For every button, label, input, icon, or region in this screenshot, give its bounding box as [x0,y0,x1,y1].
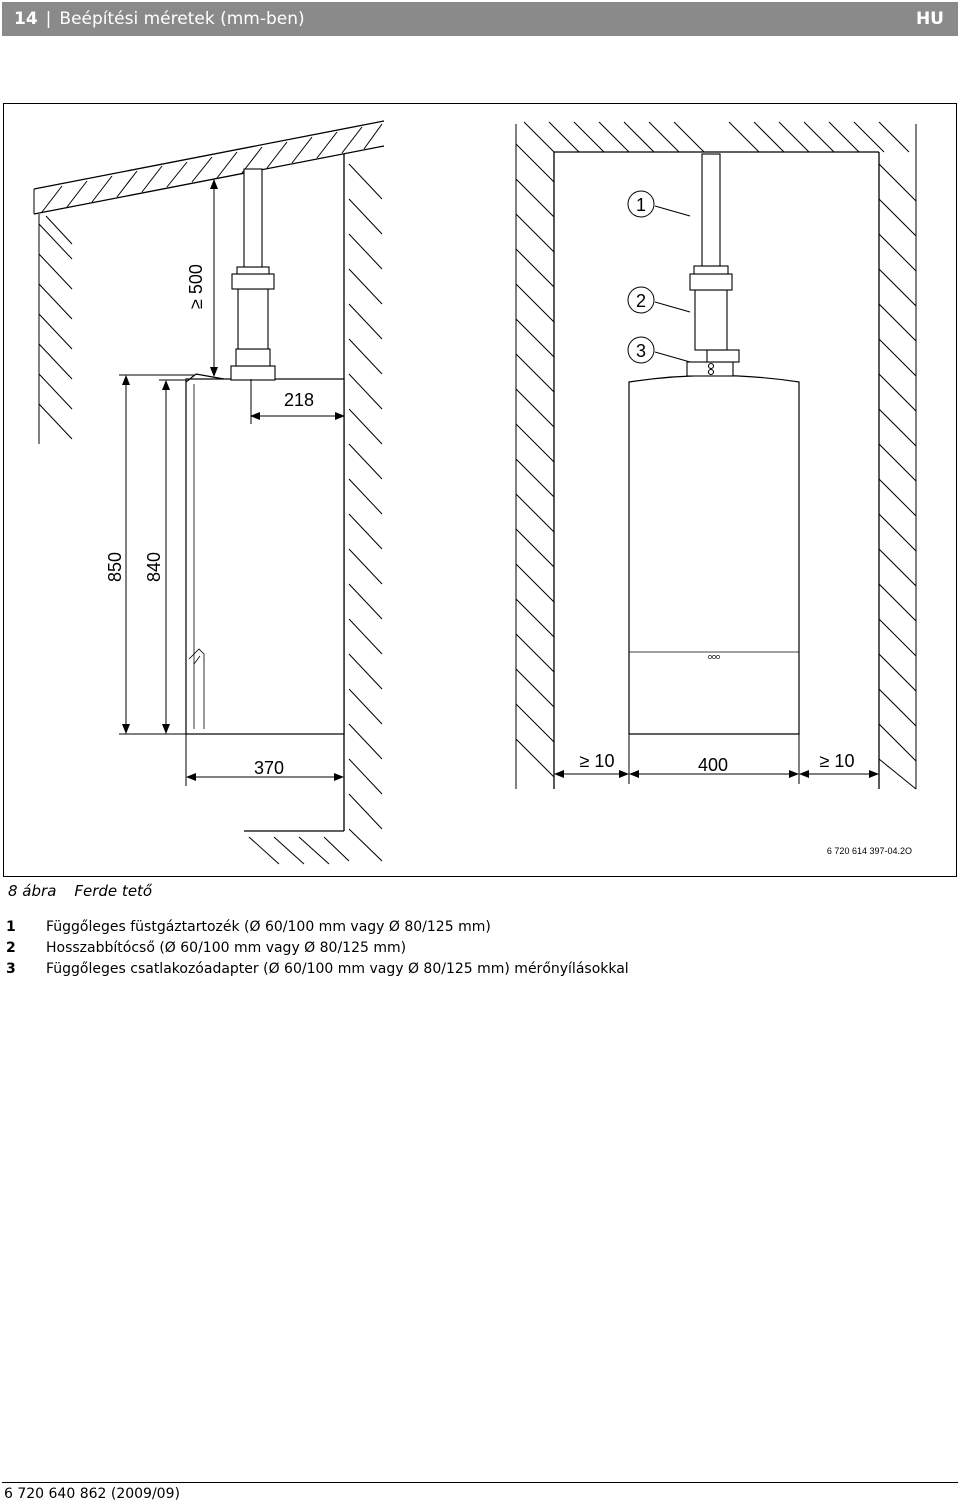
legend-text: Hosszabbítócső (Ø 60/100 mm vagy Ø 80/125 mm) [46,940,407,956]
drawing-code: 6 720 614 397-04.2O [826,846,912,856]
figure-number: 8 ábra [8,882,57,900]
page-header [2,2,958,36]
dim-height-inner-label: 840 [144,551,164,582]
left-wall-hatch [39,214,72,444]
figure-caption [8,882,152,900]
legend-text: Függőleges csatlakozóadapter (Ø 60/100 mm vagy Ø 80/125 mm) mérőnyílásokkal [46,961,629,977]
callout-1: 1 [635,195,647,215]
document-code: 6 720 640 862 (2009/09) [4,1486,180,1502]
front-left-wall-hatch [516,124,554,789]
dim-min-above-roof-label: ≥ 500 [186,264,206,309]
legend-item [6,938,629,959]
ceiling-hatch [524,122,909,152]
legend-number: 3 [6,961,16,977]
front-right-wall-hatch [879,124,916,789]
front-view [516,122,916,789]
callout-3: 3 [635,341,647,361]
page-number: 14 [14,9,38,29]
page-title: Beépítési méretek (mm-ben) [59,9,305,29]
flue-pipe-side [231,169,275,380]
boiler-front [629,376,799,735]
boiler-side [186,374,344,734]
legend-number: 2 [6,940,16,956]
dim-side-left-label: ≥ 10 [579,751,615,771]
legend-text: Függőleges füstgáztartozék (Ø 60/100 mm vagy Ø 80/125 mm) [46,919,491,935]
installation-drawing [4,104,958,878]
dim-width-label: 400 [697,755,729,775]
dim-pipe-offset-label: 218 [283,390,315,410]
dim-side-right-label: ≥ 10 [819,751,855,771]
callout-2: 2 [635,291,647,311]
legend-number: 1 [6,919,16,935]
figure-title: Ferde tető [74,882,153,900]
dim-depth-label: 370 [253,758,285,778]
figure-legend [6,917,629,980]
installation-figure [3,103,957,877]
header-separator: | [45,9,52,29]
sloped-roof-hatch [34,121,384,214]
dim-height-outer-label: 850 [105,551,125,582]
callouts [628,191,690,363]
language-code: HU [915,9,944,29]
flue-pipe-front [687,154,739,376]
legend-item [6,959,629,980]
footer-divider [2,1482,958,1483]
side-view [34,121,384,864]
legend-item [6,917,629,938]
